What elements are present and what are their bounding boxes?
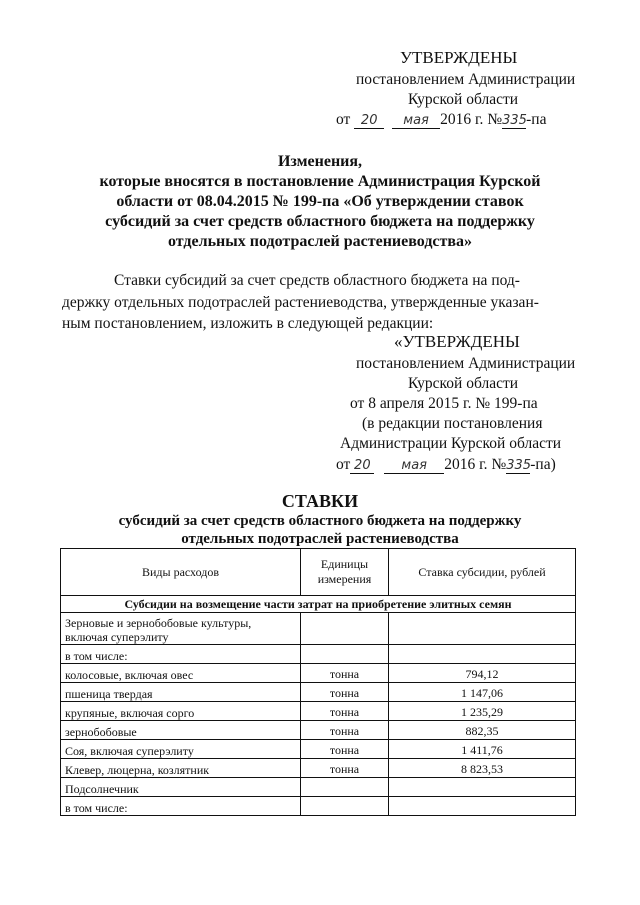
- inner-approval-line-5: Администрации Курской области: [340, 435, 562, 452]
- paragraph-line-3: ным постановлением, изложить в следующей редакции:: [62, 315, 434, 332]
- header-rate: Ставка субсидии, рублей: [389, 549, 576, 596]
- header-unit: Единицы измерения: [301, 549, 389, 596]
- title-line-1: Изменения,: [277, 153, 363, 170]
- title-line-5: отдельных подотраслей растениеводства»: [167, 233, 473, 250]
- table-row: [61, 613, 576, 645]
- row-rate: 1 147,06: [389, 683, 576, 702]
- table-row: [61, 778, 576, 797]
- row-unit: тонна: [301, 759, 389, 778]
- row-unit: тонна: [301, 702, 389, 721]
- table-row: [61, 664, 576, 683]
- inner-approval-line-1: постановлением Администрации: [356, 355, 576, 372]
- row-name: Клевер, люцерна, козлятник: [61, 759, 301, 778]
- number-sign: №: [487, 111, 503, 128]
- table-row: [61, 759, 576, 778]
- row-unit: [301, 645, 389, 664]
- rates-heading: СТАВКИ: [281, 491, 359, 511]
- inner-date-year: 2016 г.: [444, 456, 488, 473]
- row-unit: [301, 797, 389, 816]
- row-rate: 794,12: [389, 664, 576, 683]
- inner-date-month: мая: [384, 458, 444, 474]
- date-day: 20: [354, 113, 384, 129]
- row-rate: 1 235,29: [389, 702, 576, 721]
- row-name: Зерновые и зернобобовые культуры, включая суперэлиту: [61, 613, 301, 645]
- approval-line-2: Курской области: [408, 91, 519, 108]
- paragraph-line-1: Ставки субсидий за счет средств областного бюджета на под-: [114, 272, 520, 289]
- row-name: пшеница твердая: [61, 683, 301, 702]
- title-line-2: которые вносятся в постановление Администрация Курской: [99, 173, 541, 190]
- title-line-4: субсидий за счет средств областного бюджета на поддержку: [105, 213, 535, 230]
- date-year: 2016 г.: [440, 111, 484, 128]
- row-name: колосовые, включая овес: [61, 664, 301, 683]
- date-prefix: от: [336, 111, 351, 128]
- table-row: [61, 645, 576, 664]
- approval-heading: УТВЕРЖДЕНЫ: [400, 48, 518, 67]
- rates-table: [60, 548, 576, 816]
- row-unit: тонна: [301, 721, 389, 740]
- group-title: Субсидии на возмещение части затрат на приобретение элитных семян: [61, 596, 576, 613]
- approval-line-1: постановлением Администрации: [356, 71, 576, 88]
- row-name: Подсолнечник: [61, 778, 301, 797]
- row-unit: тонна: [301, 740, 389, 759]
- row-name: в том числе:: [61, 645, 301, 664]
- approval-date-line: [336, 110, 546, 130]
- row-rate: [389, 778, 576, 797]
- table-row: [61, 740, 576, 759]
- inner-approval-line-2: Курской области: [408, 375, 519, 392]
- row-rate: [389, 645, 576, 664]
- row-unit: [301, 778, 389, 797]
- inner-number-suffix: -па): [530, 456, 556, 473]
- header-expense-type: Виды расходов: [61, 549, 301, 596]
- rates-subheading-1: субсидий за счет средств областного бюджета на поддержку: [118, 513, 522, 529]
- rates-subheading-2: отдельных подотраслей растениеводства: [181, 531, 459, 547]
- inner-date-day: 20: [350, 458, 374, 474]
- row-unit: тонна: [301, 683, 389, 702]
- row-name: в том числе:: [61, 797, 301, 816]
- number-suffix: -па: [526, 111, 547, 128]
- row-unit: [301, 613, 389, 645]
- table-row: [61, 702, 576, 721]
- inner-document-number: 335: [506, 458, 532, 473]
- row-rate: 1 411,76: [389, 740, 576, 759]
- inner-date-prefix: от: [336, 456, 351, 473]
- row-rate: [389, 613, 576, 645]
- row-name: зернобобовые: [61, 721, 301, 740]
- inner-number-sign: №: [491, 456, 507, 473]
- row-name: Соя, включая суперэлиту: [61, 740, 301, 759]
- row-name: крупяные, включая сорго: [61, 702, 301, 721]
- title-line-3: области от 08.04.2015 № 199-па «Об утверждении ставок: [116, 193, 524, 210]
- inner-approval-line-4: (в редакции постановления: [362, 415, 543, 432]
- table-row: [61, 797, 576, 816]
- row-rate: 8 823,53: [389, 759, 576, 778]
- inner-approval-date-line: [336, 455, 556, 475]
- inner-approval-heading: «УТВЕРЖДЕНЫ: [394, 332, 520, 351]
- table-row: [61, 683, 576, 702]
- paragraph-line-2: держку отдельных подотраслей растениеводства, утвержденные указан-: [62, 294, 539, 311]
- row-unit: тонна: [301, 664, 389, 683]
- row-rate: 882,35: [389, 721, 576, 740]
- inner-approval-line-3: от 8 апреля 2015 г. № 199-па: [350, 395, 538, 412]
- row-rate: [389, 797, 576, 816]
- date-month: мая: [392, 113, 440, 129]
- document-number: 335: [502, 113, 527, 128]
- table-row: [61, 721, 576, 740]
